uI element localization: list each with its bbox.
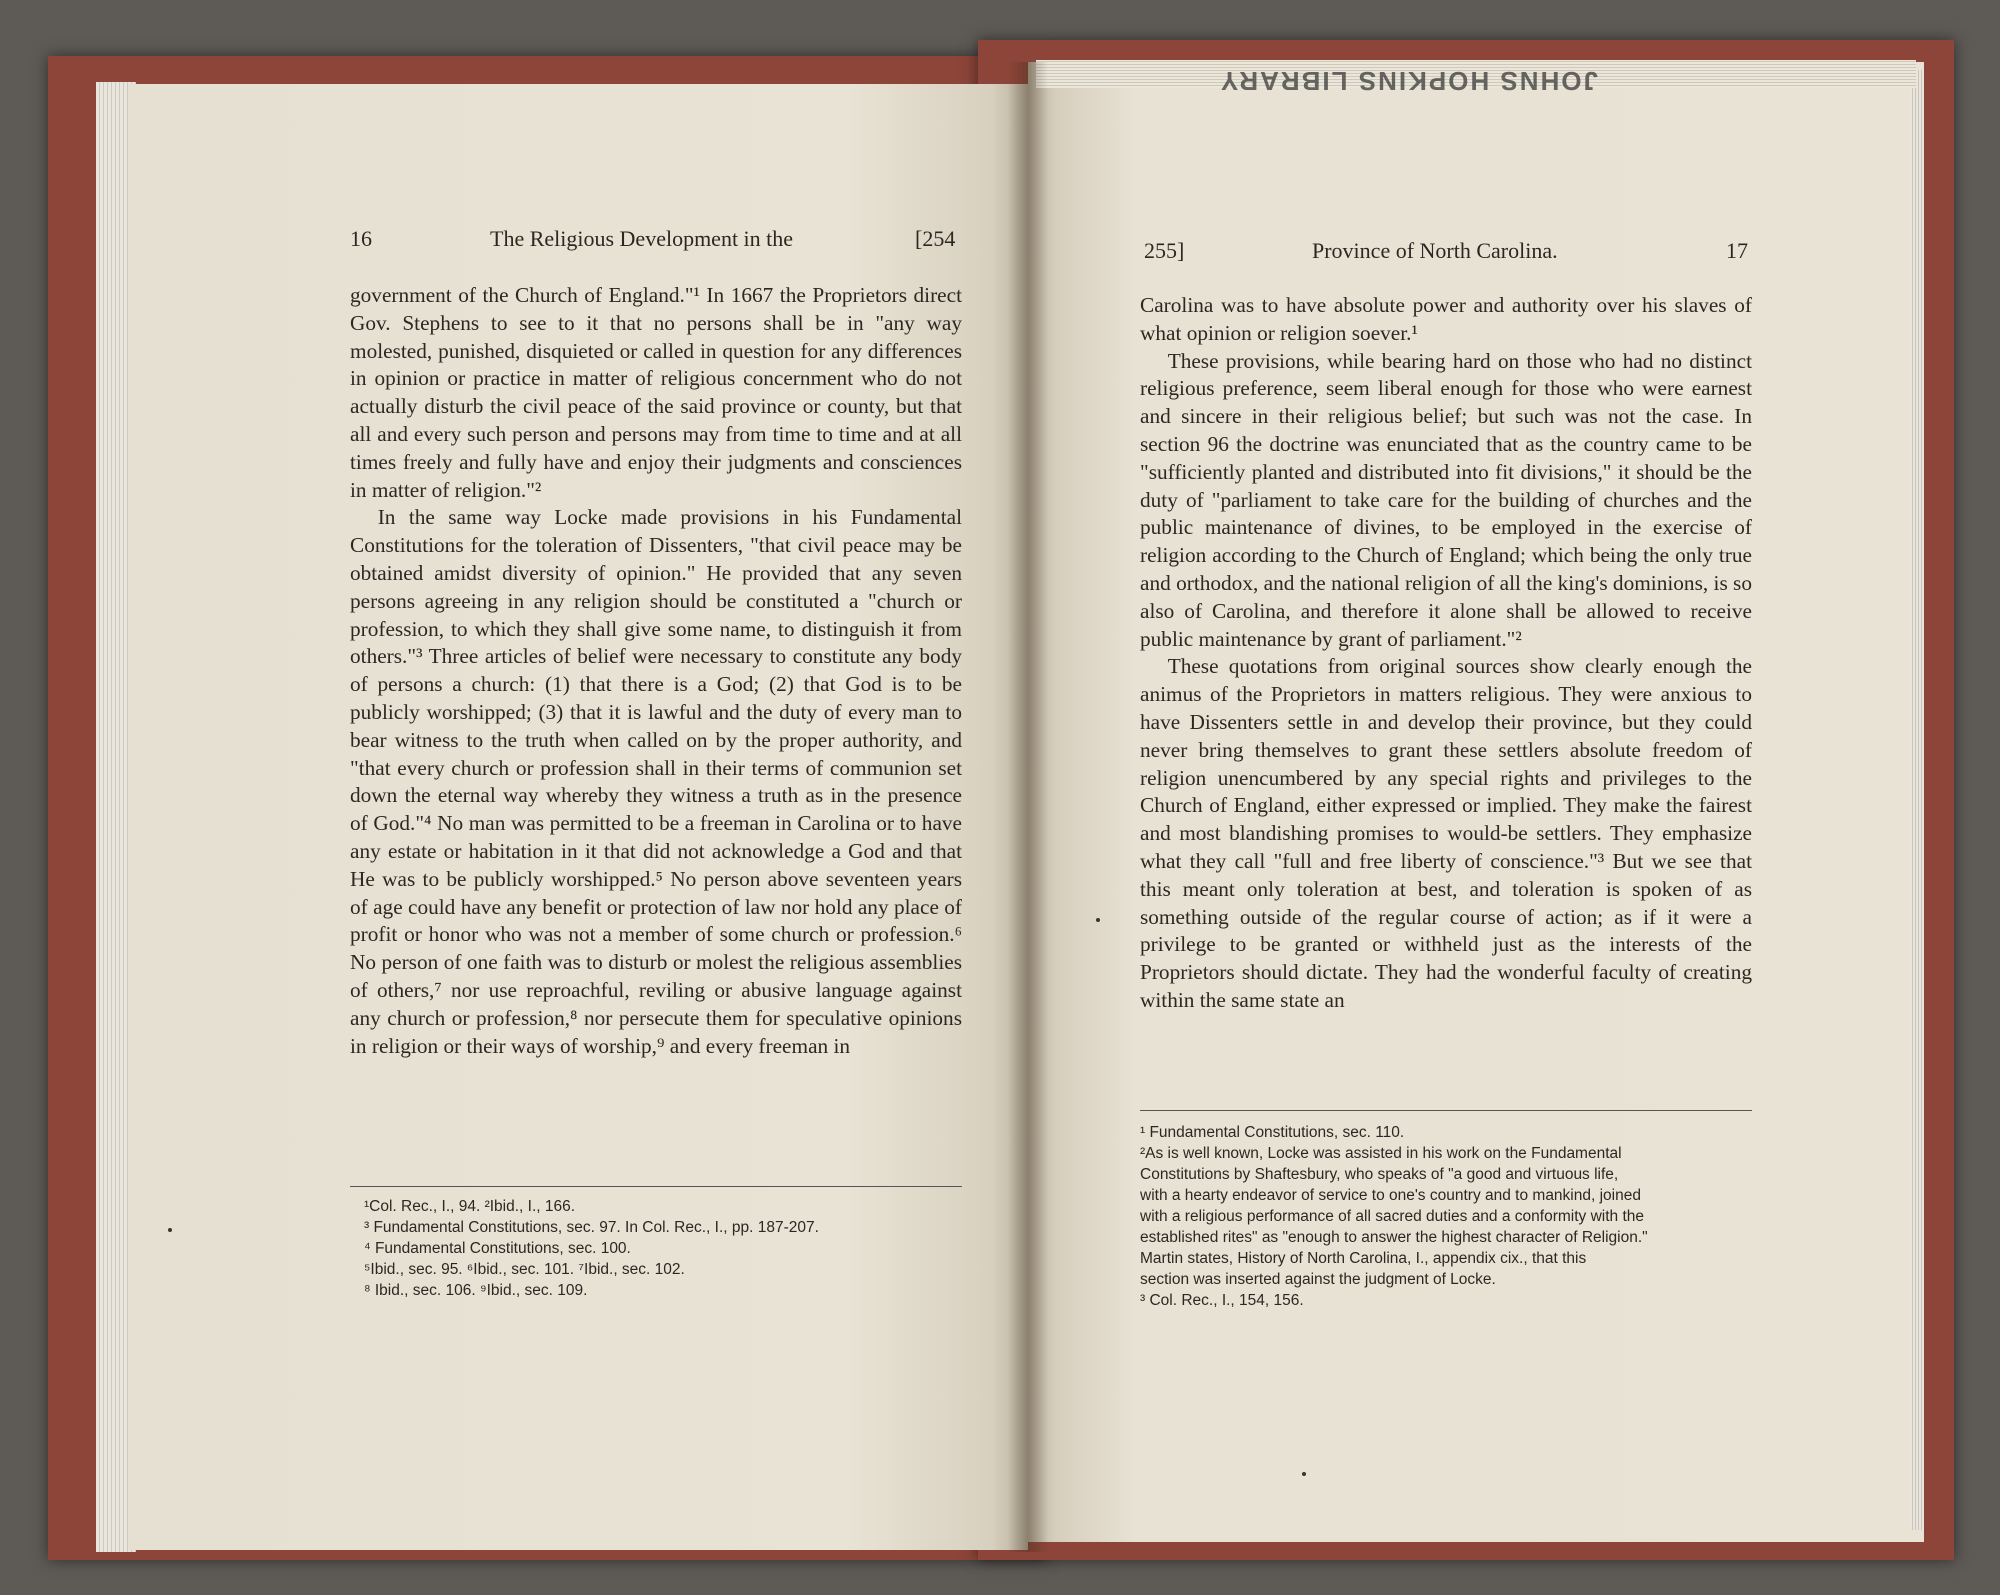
right-paragraph-2: These provisions, while bearing hard on those who had no distinct religious preference, seem liberal enough for those who were earnest and sincere in their religious belief; but such was not the case. In section 96 the doctrine was enunciated that as the country came to be "sufficiently planted and distributed into fit divisions," it should be the duty of "parliament to take care for the building of churches and the public maintenance of divines, to be employed in the exercise of religion according to the Church of England; which being the only true and orthodox, and the national religion of all the king's dominions, is so also of Carolina, and therefore it alone shall be allowed to receive public maintenance by grant of parliament."² [1140, 348, 1752, 651]
page-edges-right [1910, 70, 1924, 1530]
left-page-number: 16 [350, 226, 372, 251]
right-bracket-number: 255] [1144, 238, 1185, 263]
left-footnote: ¹Col. Rec., I., 94. ²Ibid., I., 166. [364, 1198, 576, 1215]
right-footnote: established rites" as "enough to answer the highest character of Religion." [1140, 1229, 1648, 1246]
right-footnote: ²As is well known, Locke was assisted in his work on the Fundamental [1140, 1145, 1622, 1162]
right-running-title: Province of North Carolina. [1312, 238, 1558, 263]
right-footnote: section was inserted against the judgment of Locke. [1140, 1271, 1496, 1288]
right-footnote: ³ Col. Rec., I., 154, 156. [1140, 1292, 1304, 1309]
right-footnote: with a religious performance of all sacred duties and a conformity with the [1140, 1208, 1644, 1225]
left-footnote: ⁸ Ibid., sec. 106. ⁹Ibid., sec. 109. [364, 1282, 588, 1299]
paper-speck [1096, 918, 1100, 922]
left-running-title: The Religious Development in the [490, 226, 794, 251]
left-paragraph-2: In the same way Locke made provisions in his Fundamental Constitutions for the toleration of Dissenters, "that civil peace may be obtained amidst diversity of opinion." He provided that any seven persons agreeing in any religion should be constituted a "church or profession, to which they shall give some name, to distinguish it from others."³ Three articles of belief were necessary to constitute any body of persons a church: (1) that there is a God; (2) that God is to be publicly worshipped; (3) that it is lawful and the duty of every man to bear witness to the truth when called on by the proper authority, and "that every church or profession shall in their terms of communion set down the eternal way whereby they witness a truth as in the presence of God."⁴ No man was permitted to be a freeman in Carolina or to have any estate or habitation in it that did not acknowledge a God and that He was to be publicly worshipped.⁵ No person above seventeen years of age could have any benefit or protection of law nor hold any place of profit or honor who was not a member of some church or profession.⁶ No person of one faith was to disturb or molest the religious assemblies of others,⁷ nor use reproachful, reviling or abusive language against any church or profession,⁸ nor persecute them for speculative opinions in religion or their ways of worship,⁹ and every freeman in [350, 505, 962, 1058]
left-paragraph-1: government of the Church of England."¹ In 1667 the Proprietors direct Gov. Stephens to see to it that no persons shall be in "any way molested, punished, disquieted or called in question for any differences in opinion or practice in matter of religious concernment who do not actually disturb the civil peace of the said province or county, but that all and every such person and persons may from time to time and at all times freely and fully have and enjoy their judgments and consciences in matter of religion."² [350, 283, 962, 502]
right-footnote: ¹ Fundamental Constitutions, sec. 110. [1140, 1124, 1405, 1141]
left-footnote: ⁴ Fundamental Constitutions, sec. 100. [364, 1240, 631, 1257]
paper-speck [1302, 1472, 1306, 1476]
book-gutter [1008, 62, 1048, 1552]
right-paragraph-3: These quotations from original sources show clearly enough the animus of the Proprietors in matters religious. They were anxious to have Dissenters settle in and develop their province, but they could never bring themselves to grant these settlers absolute freedom of religion unencumbered by any special rights and privileges to the Church of England, either expressed or implied. They make the fairest and most blandishing promises to would-be settlers. They emphasize what they call "full and free liberty of conscience."³ But we see that this meant only toleration at best, and toleration is spoken of as something outside of the regular course of action; as if it were a privilege to be granted or withheld just as the interests of the Proprietors should dictate. They had the wonderful faculty of creating within the same state an [1140, 654, 1752, 1012]
right-page-number: 17 [1726, 238, 1748, 263]
right-body-text [1140, 292, 1752, 1015]
left-bracket-number: [254 [915, 226, 956, 251]
library-stamp: JOHNS HOPKINS LIBRARY [1218, 66, 1598, 96]
right-footnotes [1140, 1122, 1752, 1311]
left-body-text [350, 282, 962, 1060]
paper-speck [168, 1228, 172, 1232]
left-footnote: ³ Fundamental Constitutions, sec. 97. In Col. Rec., I., pp. 187-207. [364, 1219, 819, 1236]
right-footnote: Martin states, History of North Carolina, I., appendix cix., that this [1140, 1250, 1587, 1267]
right-footnote: Constitutions by Shaftesbury, who speaks of "a good and virtuous life, [1140, 1166, 1619, 1183]
left-footnotes [364, 1196, 964, 1301]
left-footnote-rule [350, 1186, 962, 1187]
right-paragraph-1: Carolina was to have absolute power and authority over his slaves of what opinion or religion soever.¹ [1140, 293, 1752, 345]
right-footnote: with a hearty endeavor of service to one's country and to mankind, joined [1140, 1187, 1641, 1204]
left-footnote: ⁵Ibid., sec. 95. ⁶Ibid., sec. 101. ⁷Ibid., sec. 102. [364, 1261, 685, 1278]
right-footnote-rule [1140, 1110, 1752, 1111]
